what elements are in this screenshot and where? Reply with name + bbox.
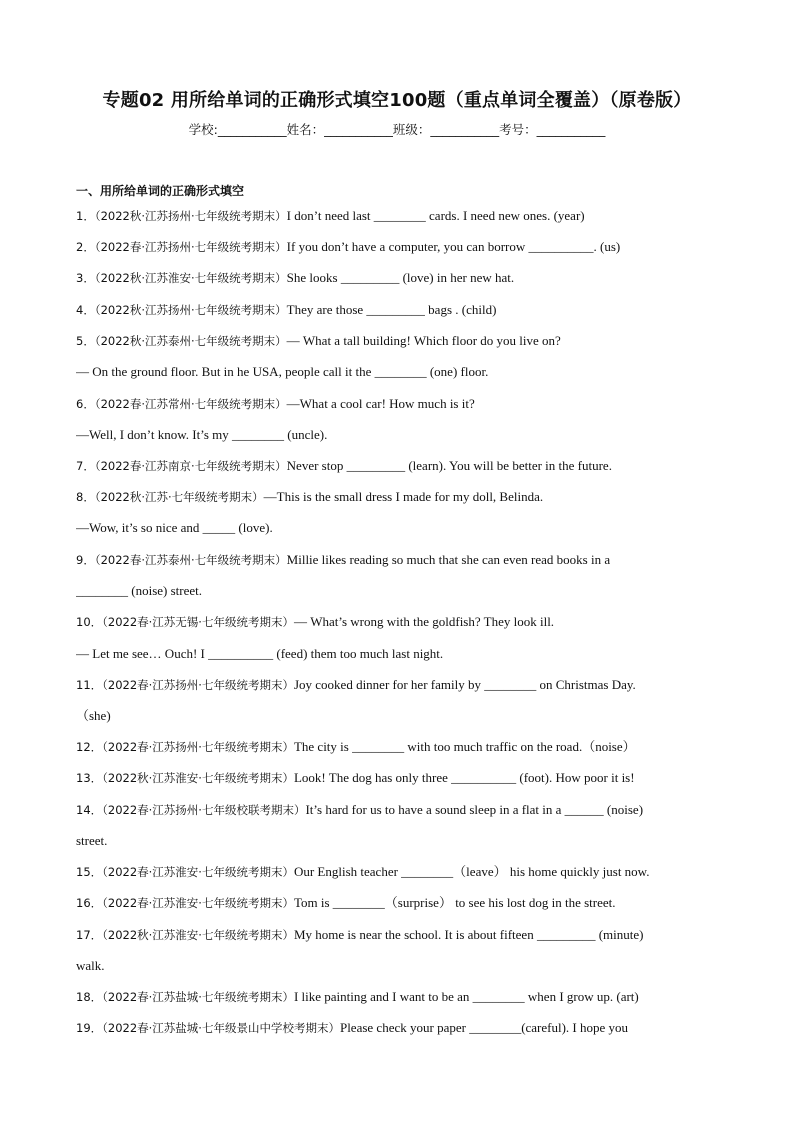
question-source: 2．（2022春·江苏扬州·七年级统考期末） (76, 240, 287, 254)
question-line (76, 614, 726, 630)
student-info-line: 学校:___________姓名：___________班级：___________考号：___________ (188, 122, 606, 137)
section-heading: 一、用所给单词的正确形式填空 (76, 184, 245, 198)
question-text: Please check your paper ________(careful). I hope you (339, 1020, 629, 1035)
question-text: I like painting and I want to be an ________ when I grow up. (art) (293, 989, 639, 1004)
question-text: ________ (noise) street. (76, 583, 203, 598)
question-line (76, 396, 726, 412)
question-text: They are those _________ bags . (child) (286, 302, 497, 317)
question-text: — Let me see… Ouch! I __________ (feed) them too much last night. (76, 646, 444, 661)
question-line (76, 552, 726, 568)
question-text: Our English teacher ________（leave） his home quickly just now. (293, 864, 650, 879)
question-source: 19．（2022春·江苏盐城·七年级景山中学校考期末） (76, 1021, 340, 1035)
question-line (76, 302, 726, 318)
question-text: Tom is ________（surprise） to see his lost dog in the street. (293, 895, 616, 910)
question-text: Never stop _________ (learn). You will be better in the future. (286, 458, 612, 473)
question-continuation (76, 708, 726, 724)
question-source: 16．（2022春·江苏淮安·七年级统考期末） (76, 896, 294, 910)
question-text: If you don’t have a computer, you can borrow __________. (us) (286, 239, 621, 254)
question-line (76, 270, 726, 286)
question-source: 13．（2022秋·江苏淮安·七年级统考期末） (76, 771, 294, 785)
question-line (76, 239, 726, 255)
question-text: — What’s wrong with the goldfish? They look ill. (293, 614, 555, 629)
question-continuation (76, 427, 726, 443)
question-continuation (76, 520, 726, 536)
question-text: — On the ground floor. But in he USA, people call it the ________ (one) floor. (76, 364, 489, 379)
question-source: 1．（2022秋·江苏扬州·七年级统考期末） (76, 209, 287, 223)
question-text: （she) (76, 708, 111, 723)
question-source: 4．（2022秋·江苏扬州·七年级统考期末） (76, 303, 287, 317)
question-text: —Well, I don’t know. It’s my ________ (uncle). (76, 427, 328, 442)
question-source: 12．（2022春·江苏扬州·七年级统考期末） (76, 740, 294, 754)
question-source: 7．（2022春·江苏南京·七年级统考期末） (76, 459, 287, 473)
question-continuation (76, 958, 726, 974)
question-line (76, 208, 726, 224)
question-continuation (76, 833, 726, 849)
question-source: 5．（2022秋·江苏泰州·七年级统考期末） (76, 334, 287, 348)
question-text: street. (76, 833, 108, 848)
question-line (76, 989, 726, 1005)
question-line (76, 1020, 726, 1036)
question-source: 15．（2022春·江苏淮安·七年级统考期末） (76, 865, 294, 879)
question-line (76, 489, 726, 505)
question-line (76, 458, 726, 474)
question-text: —Wow, it’s so nice and _____ (love). (76, 520, 273, 535)
question-text: —What a cool car! How much is it? (286, 396, 475, 411)
question-text: walk. (76, 958, 105, 973)
question-line (76, 677, 726, 693)
question-text: My home is near the school. It is about fifteen _________ (minute) (293, 927, 644, 942)
question-source: 11．（2022春·江苏扬州·七年级统考期末） (76, 678, 294, 692)
question-text: Look! The dog has only three __________ (foot). How poor it is! (293, 770, 635, 785)
question-text: — What a tall building! Which floor do you live on? (286, 333, 561, 348)
question-text: She looks _________ (love) in her new hat. (286, 270, 515, 285)
question-source: 10．（2022春·江苏无锡·七年级统考期末） (76, 615, 294, 629)
question-continuation (76, 646, 726, 662)
page-title: 专题02 用所给单词的正确形式填空100题（重点单词全覆盖）（原卷版） (102, 90, 692, 111)
question-text: The city is ________ with too much traffic on the road.（noise） (293, 739, 636, 754)
question-source: 3．（2022秋·江苏淮安·七年级统考期末） (76, 271, 287, 285)
question-source: 8．（2022秋·江苏·七年级统考期末） (76, 490, 264, 504)
question-continuation (76, 364, 726, 380)
question-source: 6．（2022春·江苏常州·七年级统考期末） (76, 397, 287, 411)
question-text: Joy cooked dinner for her family by ________ on Christmas Day. (293, 677, 636, 692)
question-text: It’s hard for us to have a sound sleep in a flat in a ______ (noise) (305, 802, 644, 817)
question-text: I don’t need last ________ cards. I need new ones. (year) (286, 208, 585, 223)
question-line (76, 333, 726, 349)
question-continuation (76, 583, 726, 599)
question-text: Millie likes reading so much that she can even read books in a (286, 552, 611, 567)
question-line (76, 864, 726, 880)
question-text: —This is the small dress I made for my doll, Belinda. (263, 489, 544, 504)
question-source: 9．（2022春·江苏泰州·七年级统考期末） (76, 553, 287, 567)
question-source: 17．（2022秋·江苏淮安·七年级统考期末） (76, 928, 294, 942)
question-line (76, 770, 726, 786)
question-line (76, 927, 726, 943)
question-source: 18．（2022春·江苏盐城·七年级统考期末） (76, 990, 294, 1004)
question-line (76, 739, 726, 755)
question-source: 14．（2022春·江苏扬州·七年级校联考期末） (76, 803, 306, 817)
question-line (76, 802, 726, 818)
question-line (76, 895, 726, 911)
